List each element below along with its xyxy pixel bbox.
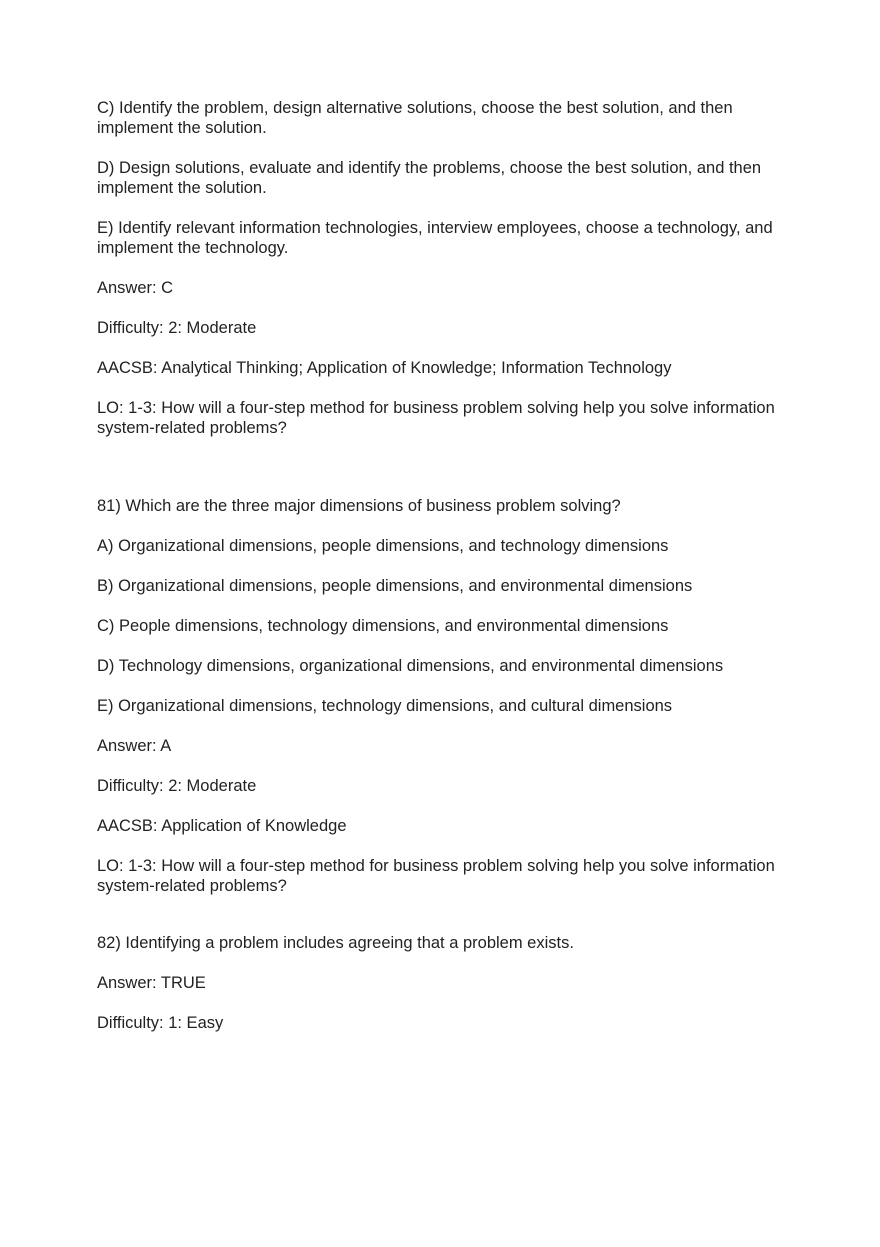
option-e: E) Organizational dimensions, technology dimensions, and cultural dimensions: [97, 697, 673, 715]
question-80-continued: [97, 98, 787, 438]
question-text: 81) Which are the three major dimensions of business problem solving?: [97, 497, 621, 515]
answer-line: Answer: TRUE: [97, 974, 206, 992]
question-81: [97, 496, 787, 896]
option-e: E) Identify relevant information technologies, interview employees, choose a technology, and implement the technology.: [97, 219, 773, 257]
aacsb-line: AACSB: Analytical Thinking; Application of Knowledge; Information Technology: [97, 359, 672, 377]
difficulty-line: Difficulty: 1: Easy: [97, 1014, 224, 1032]
option-b: B) Organizational dimensions, people dimensions, and environmental dimensions: [97, 577, 693, 595]
lo-line: LO: 1-3: How will a four-step method for business problem solving help you solve information system-related problems?: [97, 399, 775, 437]
lo-line: LO: 1-3: How will a four-step method for business problem solving help you solve information system-related problems?: [97, 857, 775, 895]
option-a: A) Organizational dimensions, people dimensions, and technology dimensions: [97, 537, 669, 555]
option-c: C) People dimensions, technology dimensions, and environmental dimensions: [97, 617, 669, 635]
answer-line: Answer: A: [97, 737, 172, 755]
difficulty-line: Difficulty: 2: Moderate: [97, 777, 257, 795]
option-c: C) Identify the problem, design alternative solutions, choose the best solution, and then implement the solution.: [97, 99, 733, 137]
difficulty-line: Difficulty: 2: Moderate: [97, 319, 257, 337]
option-d: D) Technology dimensions, organizational dimensions, and environmental dimensions: [97, 657, 724, 675]
page-content: [97, 98, 787, 1053]
answer-line: Answer: C: [97, 279, 174, 297]
question-82: [97, 933, 787, 1033]
aacsb-line: AACSB: Application of Knowledge: [97, 817, 347, 835]
question-text: 82) Identifying a problem includes agreeing that a problem exists.: [97, 934, 574, 952]
option-d: D) Design solutions, evaluate and identify the problems, choose the best solution, and then implement the solution.: [97, 159, 762, 197]
